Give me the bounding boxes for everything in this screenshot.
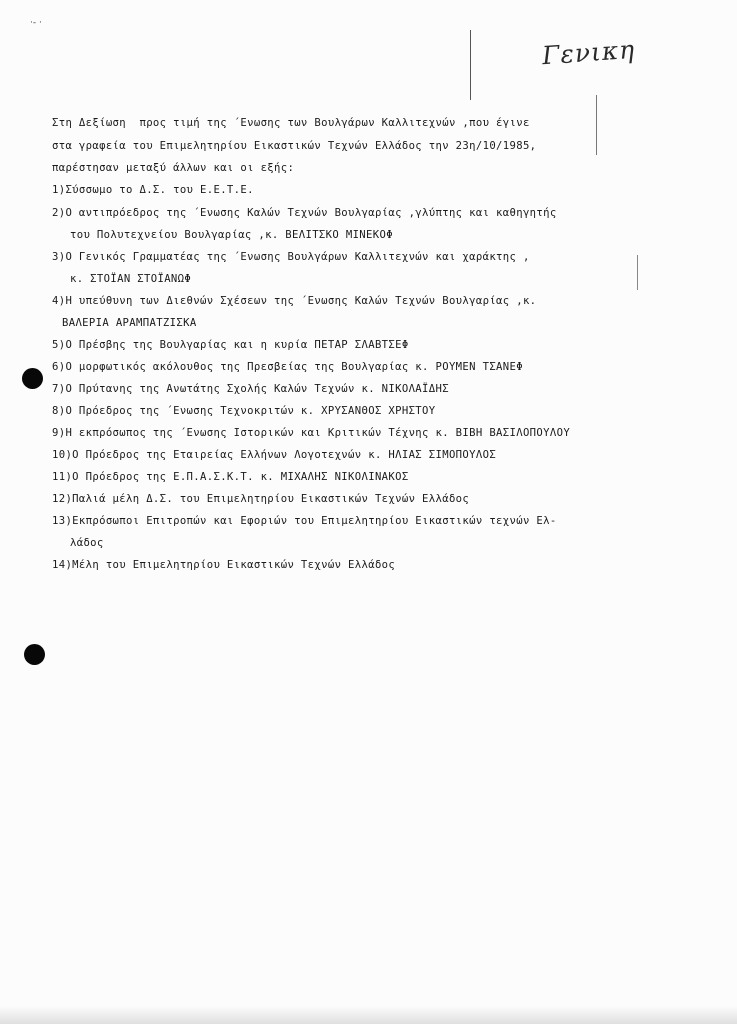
list-item: 3)Ο Γενικός Γραμματέας της ΄Ενωσης Βουλγάρων Καλλιτεχνών και χαράκτης , — [52, 251, 530, 263]
list-item-continuation: λάδος — [70, 537, 104, 549]
scan-mark — [596, 95, 597, 155]
scan-mark — [470, 30, 471, 100]
list-item: 10)Ο Πρόεδρος της Εταιρείας Ελλήνων Λογοτεχνών κ. ΗΛΙΑΣ ΣΙΜΟΠΟΥΛΟΣ — [52, 449, 497, 461]
handwritten-note: Γενικη — [541, 34, 637, 71]
list-item-continuation: του Πολυτεχνείου Βουλγαρίας ,κ. ΒΕΛΙΤΣΚΟ ΜΙΝΕΚΟΦ — [70, 229, 393, 241]
list-item: 2)Ο αντιπρόεδρος της ΄Ενωσης Καλών Τεχνών Βουλγαρίας ,γλύπτης και καθηγητής — [52, 207, 557, 219]
list-item: 6)Ο μορφωτικός ακόλουθος της Πρεσβείας της Βουλγαρίας κ. ΡΟΥΜΕΝ ΤΣΑΝΕΦ — [52, 361, 523, 373]
list-item: 1)Σύσσωμο το Δ.Σ. του Ε.Ε.Τ.Ε. — [52, 184, 254, 196]
scan-specks: ·- · — [30, 18, 42, 28]
scan-mark — [637, 255, 638, 290]
list-item: 8)Ο Πρόεδρος της ΄Ενωσης Τεχνοκριτών κ. ΧΡΥΣΑΝΘΟΣ ΧΡΗΣΤΟΥ — [52, 405, 436, 417]
punch-hole — [22, 368, 43, 389]
list-item: 5)Ο Πρέσβης της Βουλγαρίας και η κυρία ΠΕΤΑΡ ΣΛΑΒΤΣΕΦ — [52, 339, 409, 351]
list-item: 13)Εκπρόσωποι Επιτροπών και Εφοριών του Επιμελητηρίου Εικαστικών τεχνών Ελ- — [52, 515, 557, 527]
punch-hole — [24, 644, 45, 665]
list-item: 14)Μέλη του Επιμελητηρίου Εικαστικών Τεχνών Ελλάδος — [52, 559, 396, 571]
list-item: 9)Η εκπρόσωπος της ΄Ενωσης Ιστορικών και Κριτικών Τέχνης κ. ΒΙΒΗ ΒΑΣΙΛΟΠΟΥΛΟΥ — [52, 427, 571, 439]
list-item-continuation: ΒΑΛΕΡΙΑ ΑΡΑΜΠΑΤΖΙΣΚΑ — [62, 317, 197, 329]
intro-line: στα γραφεία του Επιμελητηρίου Εικαστικών Τεχνών Ελλάδος την 23η/10/1985, — [52, 140, 537, 152]
list-item: 11)Ο Πρόεδρος της Ε.Π.Α.Σ.Κ.Τ. κ. ΜΙΧΑΛΗΣ ΝΙΚΟΛΙΝΑΚΟΣ — [52, 471, 409, 483]
intro-line: παρέστησαν μεταξύ άλλων και οι εξής: — [52, 162, 295, 174]
intro-line: Στη Δεξίωση προς τιμή της ΄Ενωσης των Βουλγάρων Καλλιτεχνών ,που έγινε — [52, 117, 530, 129]
list-item: 4)Η υπεύθυνη των Διεθνών Σχέσεων της ΄Ενωσης Καλών Τεχνών Βουλγαρίας ,κ. — [52, 295, 537, 307]
list-item: 7)Ο Πρύτανης της Ανωτάτης Σχολής Καλών Τεχνών κ. ΝΙΚΟΛΑΪΔΗΣ — [52, 383, 449, 395]
list-item: 12)Παλιά μέλη Δ.Σ. του Επιμελητηρίου Εικαστικών Τεχνών Ελλάδος — [52, 493, 470, 505]
page-bottom-edge — [0, 1006, 737, 1024]
list-item-continuation: κ. ΣΤΟΪΑΝ ΣΤΟΪΑΝΩΦ — [70, 273, 192, 285]
